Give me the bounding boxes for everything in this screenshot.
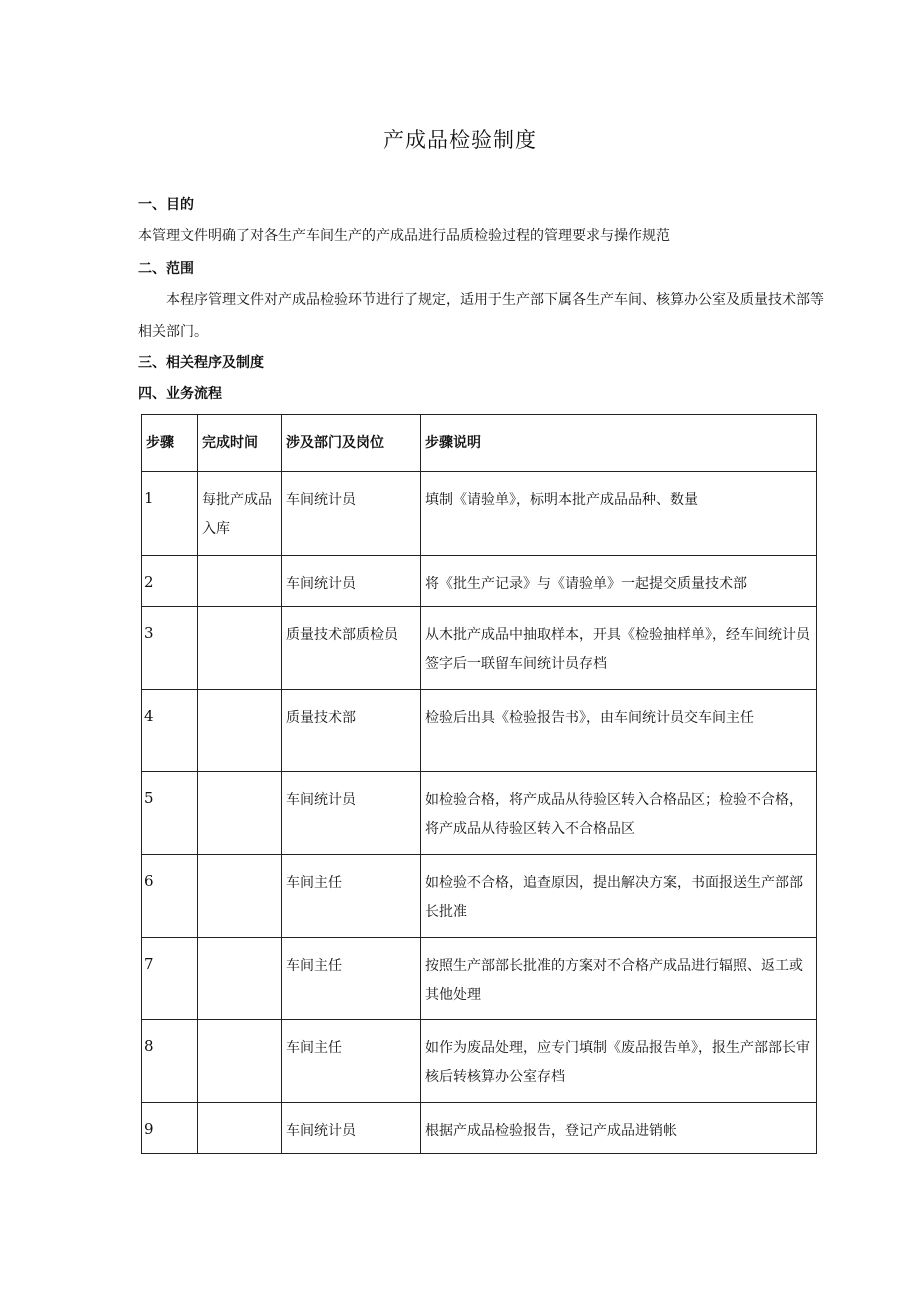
step-description: 将《批生产记录》与《请验单》一起提交质量技术部 — [421, 556, 817, 607]
table-row — [142, 1103, 817, 1154]
table-row — [142, 855, 817, 938]
step-number: 6 — [142, 855, 198, 938]
completion-time — [198, 938, 282, 1020]
step-description: 如作为废品处理，应专门填制《废品报告单》，报生产部部长审核后转核算办公室存档 — [421, 1020, 817, 1103]
completion-time — [198, 556, 282, 607]
table-row — [142, 472, 817, 556]
header-step: 步骤 — [142, 415, 198, 472]
department: 车间主任 — [282, 855, 421, 938]
step-number: 2 — [142, 556, 198, 607]
completion-time — [198, 1020, 282, 1103]
purpose-text: 本管理文件明确了对各生产车间生产的产成品进行品质检验过程的管理要求与操作规范 — [138, 228, 670, 244]
department: 车间统计员 — [282, 772, 421, 855]
step-description: 检验后出具《检验报告书》，由车间统计员交车间主任 — [421, 690, 817, 772]
table-row — [142, 772, 817, 855]
table-row — [142, 938, 817, 1020]
step-number: 9 — [142, 1103, 198, 1154]
header-desc: 步骤说明 — [421, 415, 817, 472]
scope-text: 本程序管理文件对产成品检验环节进行了规定，适用于生产部下属各生产车间、核算办公室及质量技术部等相关部门。 — [138, 292, 824, 340]
step-description: 填制《请验单》，标明本批产成品品种、数量 — [421, 472, 817, 556]
department: 车间统计员 — [282, 556, 421, 607]
department: 车间统计员 — [282, 472, 421, 556]
section-heading-purpose: 一、目的 — [138, 197, 194, 213]
step-number: 8 — [142, 1020, 198, 1103]
department: 车间主任 — [282, 1020, 421, 1103]
step-number: 3 — [142, 607, 198, 690]
step-number: 4 — [142, 690, 198, 772]
completion-time — [198, 855, 282, 938]
document-title: 产成品检验制度 — [383, 128, 537, 152]
department: 车间主任 — [282, 938, 421, 1020]
completion-time — [198, 772, 282, 855]
completion-time: 每批产成品入库 — [198, 472, 282, 556]
section-heading-scope: 二、范围 — [138, 261, 194, 277]
step-number: 1 — [142, 472, 198, 556]
step-description: 从木批产成品中抽取样本，开具《检验抽样单》，经车间统计员签字后一联留车间统计员存档 — [421, 607, 817, 690]
step-description: 如检验不合格，追查原因，提出解决方案，书面报送生产部部长批准 — [421, 855, 817, 938]
step-number: 5 — [142, 772, 198, 855]
completion-time — [198, 1103, 282, 1154]
department: 质量技术部质检员 — [282, 607, 421, 690]
step-description: 根据产成品检验报告，登记产成品进销帐 — [421, 1103, 817, 1154]
table-row — [142, 1020, 817, 1103]
table-row — [142, 690, 817, 772]
department: 车间统计员 — [282, 1103, 421, 1154]
completion-time — [198, 690, 282, 772]
section-heading-related: 三、相关程序及制度 — [138, 355, 264, 371]
table-row — [142, 556, 817, 607]
step-description: 按照生产部部长批准的方案对不合格产成品进行辐照、返工或其他处理 — [421, 938, 817, 1020]
step-number: 7 — [142, 938, 198, 1020]
table-row — [142, 607, 817, 690]
process-table — [141, 414, 817, 1154]
section-heading-process: 四、业务流程 — [138, 386, 222, 402]
table-header-row — [142, 415, 817, 472]
completion-time — [198, 607, 282, 690]
department: 质量技术部 — [282, 690, 421, 772]
step-description: 如检验合格，将产成品从待验区转入合格品区；检验不合格，将产成品从待验区转入不合格品区 — [421, 772, 817, 855]
header-dept: 涉及部门及岗位 — [282, 415, 421, 472]
header-time: 完成时间 — [198, 415, 282, 472]
